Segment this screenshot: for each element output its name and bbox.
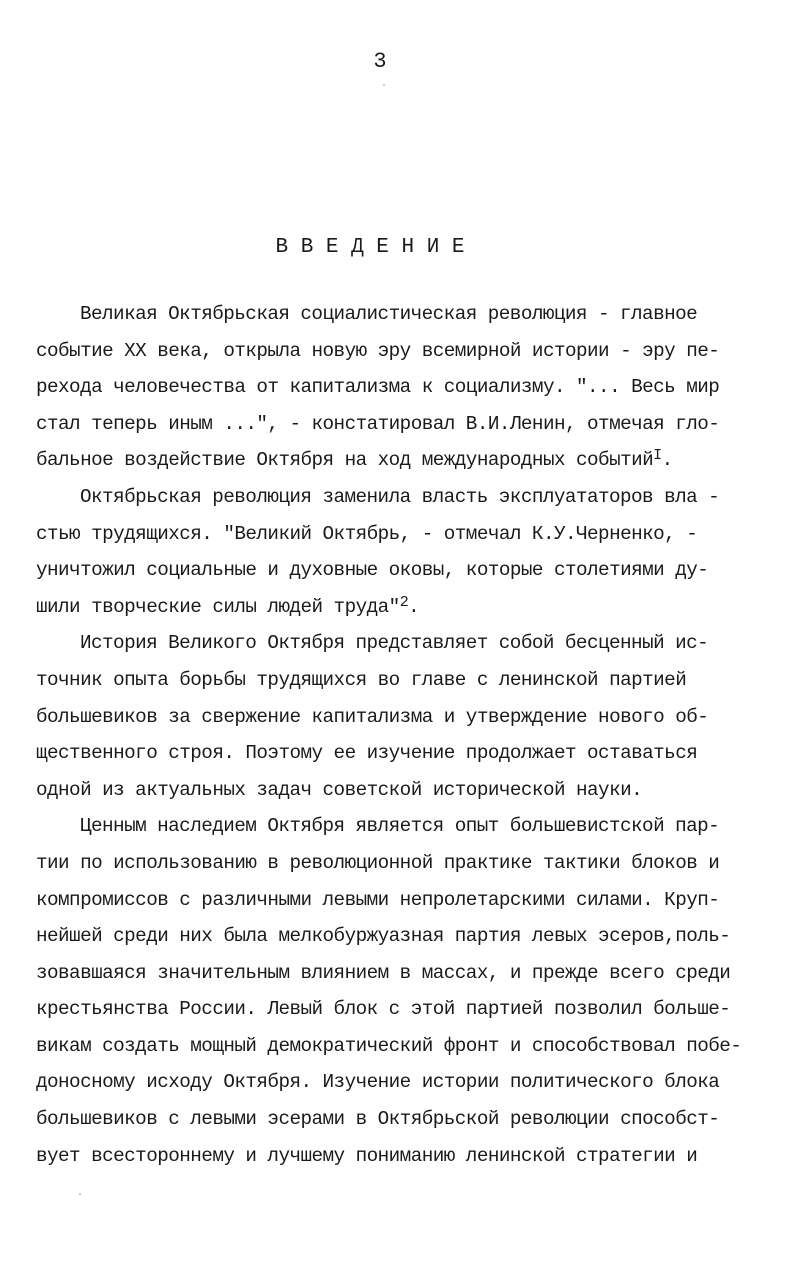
paragraph-4-line-9: большевиков с левыми эсерами в Октябрьской революции способст- <box>36 1108 720 1131</box>
paragraph-4-line-1: Ценным наследием Октября является опыт большевистской пар- <box>80 815 720 838</box>
paragraph-2-line-1: Октябрьская революция заменила власть эксплуататоров вла - <box>80 485 720 508</box>
paragraph-1-line-4: стал теперь иным ...", - констатировал В.И.Ленин, отмечая гло- <box>36 412 720 435</box>
scan-speck <box>383 84 385 86</box>
footnote-mark-1: I <box>653 447 662 465</box>
paragraph-3-line-4: щественного строя. Поэтому ее изучение продолжает оставаться <box>36 742 698 765</box>
paragraph-4-line-2: тии по использованию в революционной практике тактики блоков и <box>36 851 720 874</box>
footnote-mark-2: 2 <box>399 593 409 611</box>
paragraph-4-line-6: крестьянства России. Левый блок с этой партией позволил больше- <box>36 998 731 1021</box>
paragraph-4-line-7: викам создать мощный демократический фронт и способствовал побе- <box>36 1034 742 1057</box>
paragraph-2-tail: . <box>408 595 420 618</box>
paragraph-4-line-4: нейшей среди них была мелкобуржуазная партия левых эсеров,поль- <box>36 925 731 948</box>
page-title: В В Е Д Е Н И Е <box>275 236 465 259</box>
paragraph-1-line-2: событие XX века, открыла новую эру всемирной истории - эру пе- <box>36 339 720 362</box>
paragraph-3-line-5: одной из актуальных задач советской исторической науки. <box>36 778 643 801</box>
paragraph-1-line-5 <box>36 442 760 479</box>
paragraph-2-line-3: уничтожил социальные и духовные оковы, которые столетиями ду- <box>36 559 709 582</box>
paragraph-3-line-3: большевиков за свержение капитализма и утверждение нового об- <box>36 705 709 728</box>
paragraph-2-line-4 <box>36 589 760 626</box>
scan-speck <box>79 1193 81 1195</box>
paragraph-1-tail: . <box>661 449 673 472</box>
paragraph-3-line-1: История Великого Октября представляет собой бесценный ис- <box>80 632 709 655</box>
body-text <box>36 296 760 1174</box>
paragraph-1-line-5-text: бальное воздействие Октября на ход международных событий <box>36 449 654 472</box>
paragraph-2-line-4-text: шили творческие силы людей труда" <box>36 595 400 618</box>
paragraph-4-line-10: вует всестороннему и лучшему пониманию ленинской стратегии и <box>36 1144 698 1167</box>
paragraph-4-line-8: доносному исходу Октября. Изучение истории политического блока <box>36 1071 720 1094</box>
paragraph-1-line-3: рехода человечества от капитализма к социализму. "... Весь мир <box>36 376 720 399</box>
paragraph-4-line-3: компромиссов с различными левыми непролетарскими силами. Круп- <box>36 888 720 911</box>
paragraph-1-line-1: Великая Октябрьская социалистическая революция - главное <box>80 303 698 325</box>
paragraph-4-line-5: зовавшаяся значительным влиянием в массах, и прежде всего среди <box>36 961 731 984</box>
paragraph-2-line-2: стью трудящихся. "Великий Октябрь, - отмечал К.У.Черненко, - <box>36 522 698 545</box>
paragraph-3-line-2: точник опыта борьбы трудящихся во главе с ленинской партией <box>36 668 687 691</box>
page-number: 3 <box>373 49 387 74</box>
